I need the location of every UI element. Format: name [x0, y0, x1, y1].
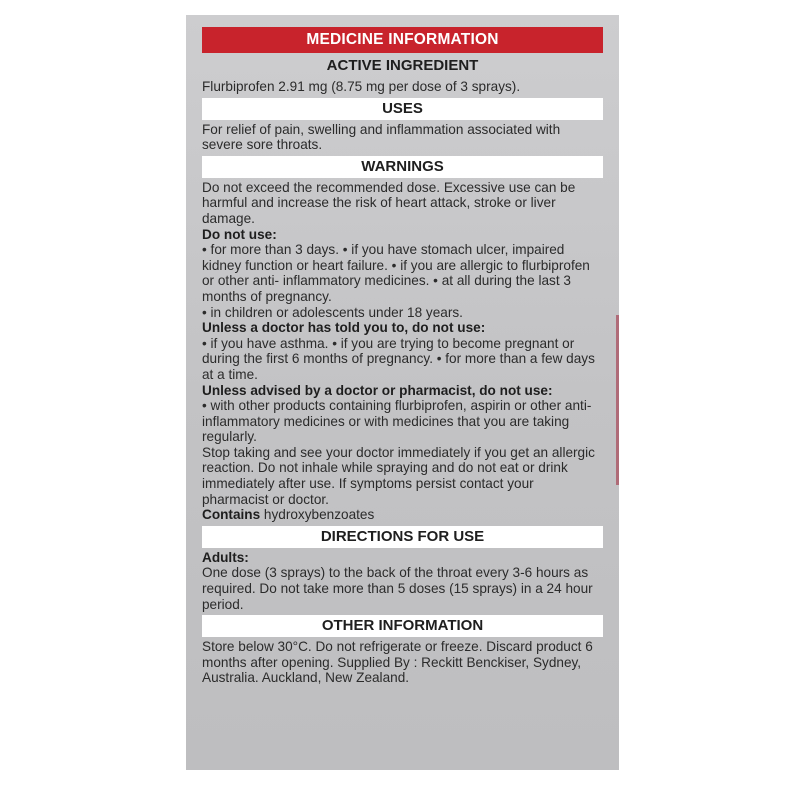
directions-heading: DIRECTIONS FOR USE: [202, 526, 603, 548]
do-not-use-label: Do not use:: [202, 226, 277, 242]
doctor-warning-text: • if you have asthma. • if you are trying to become pregnant or during the first 6 months of pregnancy. • for more than a few days at a time.: [202, 335, 595, 382]
contains-line: [202, 507, 603, 523]
medicine-information-title: MEDICINE INFORMATION: [202, 27, 603, 53]
directions-body: [202, 550, 603, 612]
uses-heading: USES: [202, 98, 603, 120]
pharmacist-warning-label: Unless advised by a doctor or pharmacist, do not use:: [202, 382, 553, 398]
contains-label: Contains: [202, 507, 261, 523]
active-ingredient-heading: ACTIVE INGREDIENT: [326, 57, 479, 74]
do-not-use-text-2: • in children or adolescents under 18 years.: [202, 304, 463, 320]
do-not-use-text: • for more than 3 days. • if you have stomach ulcer, impaired kidney function or heart failure. • if you are allergic to flurbiprofen or other anti- inflammatory medicines. • at all during the last 3 months of pregnancy.: [202, 242, 590, 304]
warnings-body: [202, 180, 603, 523]
pharmacist-warning-text: • with other products containing flurbiprofen, aspirin or other anti-inflammatory medicines or with medicines that you are taking regularly.: [202, 398, 592, 445]
contains-text: hydroxybenzoates: [260, 507, 375, 523]
uses-text: For relief of pain, swelling and inflammation associated with severe sore throats.: [202, 121, 561, 153]
stop-taking-text: Stop taking and see your doctor immediately if you get an allergic reaction. Do not inhale while spraying and do not eat or drink immediately after use. If symptoms persist contact your pharmacist or doctor.: [202, 444, 595, 507]
adults-label: Adults:: [202, 549, 249, 565]
other-information-heading: OTHER INFORMATION: [202, 615, 603, 637]
warnings-intro: Do not exceed the recommended dose. Excessive use can be harmful and increase the risk of heart attack, stroke or liver damage.: [202, 179, 576, 226]
medicine-info-panel: [186, 15, 619, 770]
warnings-heading: WARNINGS: [202, 156, 603, 178]
packaging-edge-accent: [616, 315, 619, 485]
doctor-warning-label: Unless a doctor has told you to, do not use:: [202, 320, 486, 336]
active-ingredient-text: Flurbiprofen 2.91 mg (8.75 mg per dose of 3 sprays).: [202, 79, 521, 94]
directions-text: One dose (3 sprays) to the back of the throat every 3-6 hours as required. Do not take more than 5 doses (15 sprays) in a 24 hour period.: [202, 565, 593, 612]
other-information-text: Store below 30°C. Do not refrigerate or freeze. Discard product 6 months after opening. Supplied By : Reckitt Benckiser, Sydney, Australia. Auckland, New Zealand.: [202, 639, 593, 686]
